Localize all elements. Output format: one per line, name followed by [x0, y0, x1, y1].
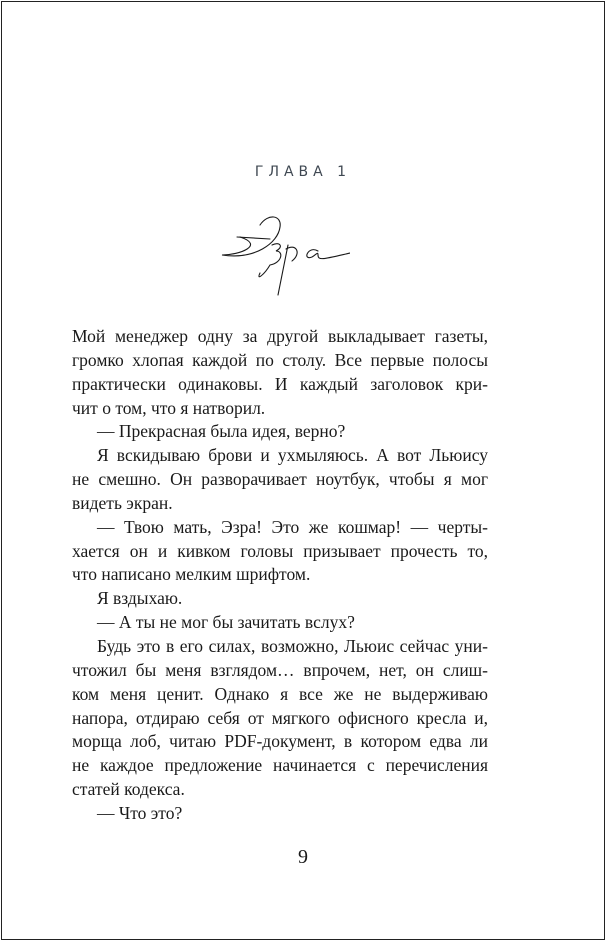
text-line: чит о том, что я натворил. [72, 397, 266, 418]
text-line: напора, отдираю себя от мягкого офисного кресла и, [72, 707, 488, 728]
chapter-label: ГЛАВА 1 [254, 164, 352, 180]
body-text [72, 325, 488, 826]
text-line: видеть экран. [72, 492, 173, 513]
text-line: не смешно. Он разворачивает ноутбук, чтобы я мог [72, 469, 488, 490]
text-line: — Твою мать, Эзра! Это же кошмар! — черты- [97, 516, 488, 537]
text-line: что написано мелким шрифтом. [72, 564, 311, 585]
text-line: ком меня ценит. Однако я все же не выдерживаю [72, 683, 488, 704]
text-line: — А ты не мог бы зачитать вслух? [97, 612, 355, 633]
text-line: не каждое предложение начинается с перечисления [72, 755, 488, 776]
text-line: статей кодекса. [72, 779, 185, 800]
text-line: практически одинаковы. И каждый заголовок кри- [72, 373, 488, 394]
chapter-title-signature [210, 205, 350, 300]
text-line: — Что это? [97, 802, 183, 823]
text-line: Будь это в его силах, возможно, Льюис сейчас уни- [97, 635, 488, 656]
text-line: чтожил бы меня взглядом… впрочем, нет, он слиш- [72, 659, 488, 680]
text-line: Мой менеджер одну за другой выкладывает газеты, [72, 326, 488, 346]
page-number: 9 [298, 846, 308, 868]
text-line: хается он и кивком головы призывает прочесть то, [72, 540, 488, 561]
text-line: морща лоб, читаю PDF-документ, в котором едва ли [72, 731, 488, 752]
text-line: — Прекрасная была идея, верно? [97, 421, 346, 442]
text-line: Я вскидываю брови и ухмыляюсь. А вот Льюису [97, 445, 488, 466]
text-line: громко хлопая каждой по столу. Все первые полосы [72, 349, 488, 370]
text-line: Я вздыхаю. [97, 588, 183, 609]
